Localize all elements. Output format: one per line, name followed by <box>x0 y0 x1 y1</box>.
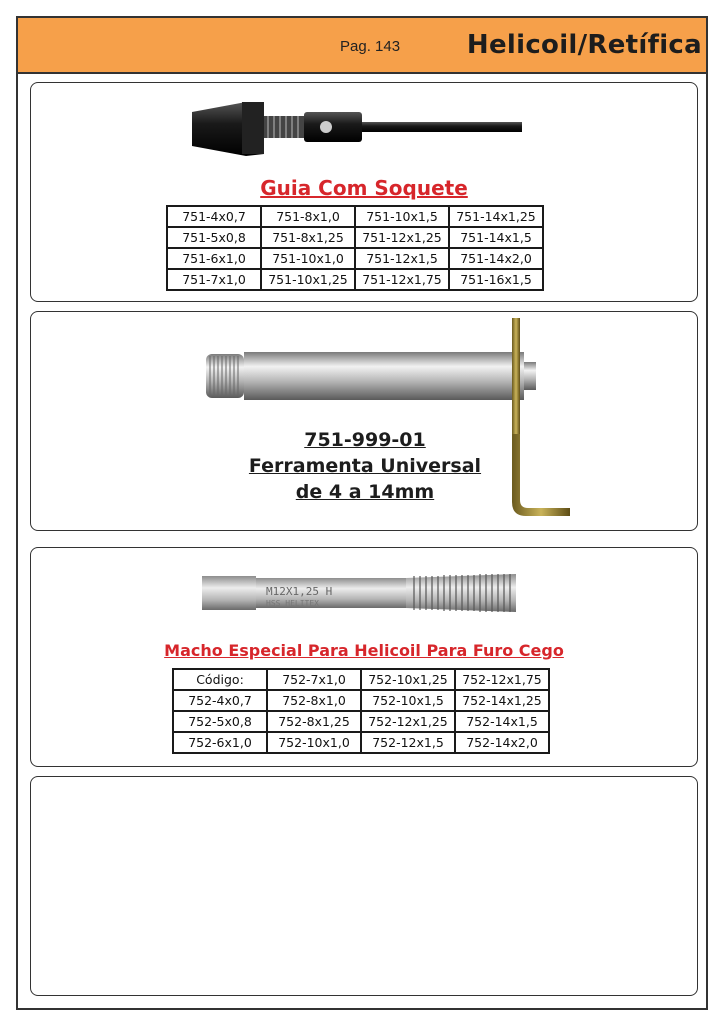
table-cell: 751-14x1,5 <box>449 227 543 248</box>
table-cell: 752-8x1,25 <box>267 711 361 732</box>
table-cell: 751-4x0,7 <box>167 206 261 227</box>
guide-socket-tool-image <box>186 98 526 162</box>
table-row <box>167 227 543 248</box>
table-cell: 751-14x2,0 <box>449 248 543 269</box>
macho-code-table <box>172 668 550 754</box>
table-cell: 752-14x2,0 <box>455 732 549 753</box>
tap-marking-brand: HSS HELITEX <box>266 599 319 608</box>
table-cell: 751-14x1,25 <box>449 206 543 227</box>
panel-empty <box>30 776 698 996</box>
universal-tool-caption <box>220 427 510 505</box>
table-row <box>173 669 549 690</box>
table-cell: 752-6x1,0 <box>173 732 267 753</box>
table-cell: 752-4x0,7 <box>173 690 267 711</box>
section-title-macho: Macho Especial Para Helicoil Para Furo Cego <box>164 641 564 660</box>
guia-code-table <box>166 205 544 291</box>
table-cell: 751-5x0,8 <box>167 227 261 248</box>
table-cell: 752-14x1,5 <box>455 711 549 732</box>
section-title-guia: Guia Com Soquete <box>260 176 468 200</box>
table-cell: 751-8x1,25 <box>261 227 355 248</box>
table-cell: 751-10x1,0 <box>261 248 355 269</box>
table-cell: 752-10x1,5 <box>361 690 455 711</box>
table-cell: 751-10x1,25 <box>261 269 355 290</box>
table-row <box>173 690 549 711</box>
page-title: Helicoil/Retífica <box>466 30 702 60</box>
table-cell: 752-12x1,75 <box>455 669 549 690</box>
table-row <box>167 248 543 269</box>
table-cell: 751-16x1,5 <box>449 269 543 290</box>
table-row <box>173 732 549 753</box>
table-cell: 751-12x1,25 <box>355 227 449 248</box>
universal-tool-name: Ferramenta Universal <box>248 455 482 477</box>
table-cell: 751-10x1,5 <box>355 206 449 227</box>
table-cell: Código: <box>173 669 267 690</box>
table-cell: 752-12x1,5 <box>361 732 455 753</box>
universal-tool-code: 751-999-01 <box>304 429 426 451</box>
table-cell: 751-6x1,0 <box>167 248 261 269</box>
table-cell: 751-12x1,75 <box>355 269 449 290</box>
table-cell: 752-8x1,0 <box>267 690 361 711</box>
table-cell: 752-5x0,8 <box>173 711 267 732</box>
table-row <box>167 206 543 227</box>
table-cell: 752-14x1,25 <box>455 690 549 711</box>
table-cell: 752-10x1,0 <box>267 732 361 753</box>
table-cell: 752-7x1,0 <box>267 669 361 690</box>
table-cell: 751-7x1,0 <box>167 269 261 290</box>
page-number: Pag. 143 <box>340 38 401 55</box>
tap-tool-image <box>200 570 520 616</box>
table-cell: 752-10x1,25 <box>361 669 455 690</box>
tap-marking-size: M12X1,25 H <box>266 585 333 598</box>
table-cell: 752-12x1,25 <box>361 711 455 732</box>
table-cell: 751-8x1,0 <box>261 206 355 227</box>
table-row <box>173 711 549 732</box>
universal-tool-range: de 4 a 14mm <box>295 481 435 503</box>
table-row <box>167 269 543 290</box>
table-cell: 751-12x1,5 <box>355 248 449 269</box>
